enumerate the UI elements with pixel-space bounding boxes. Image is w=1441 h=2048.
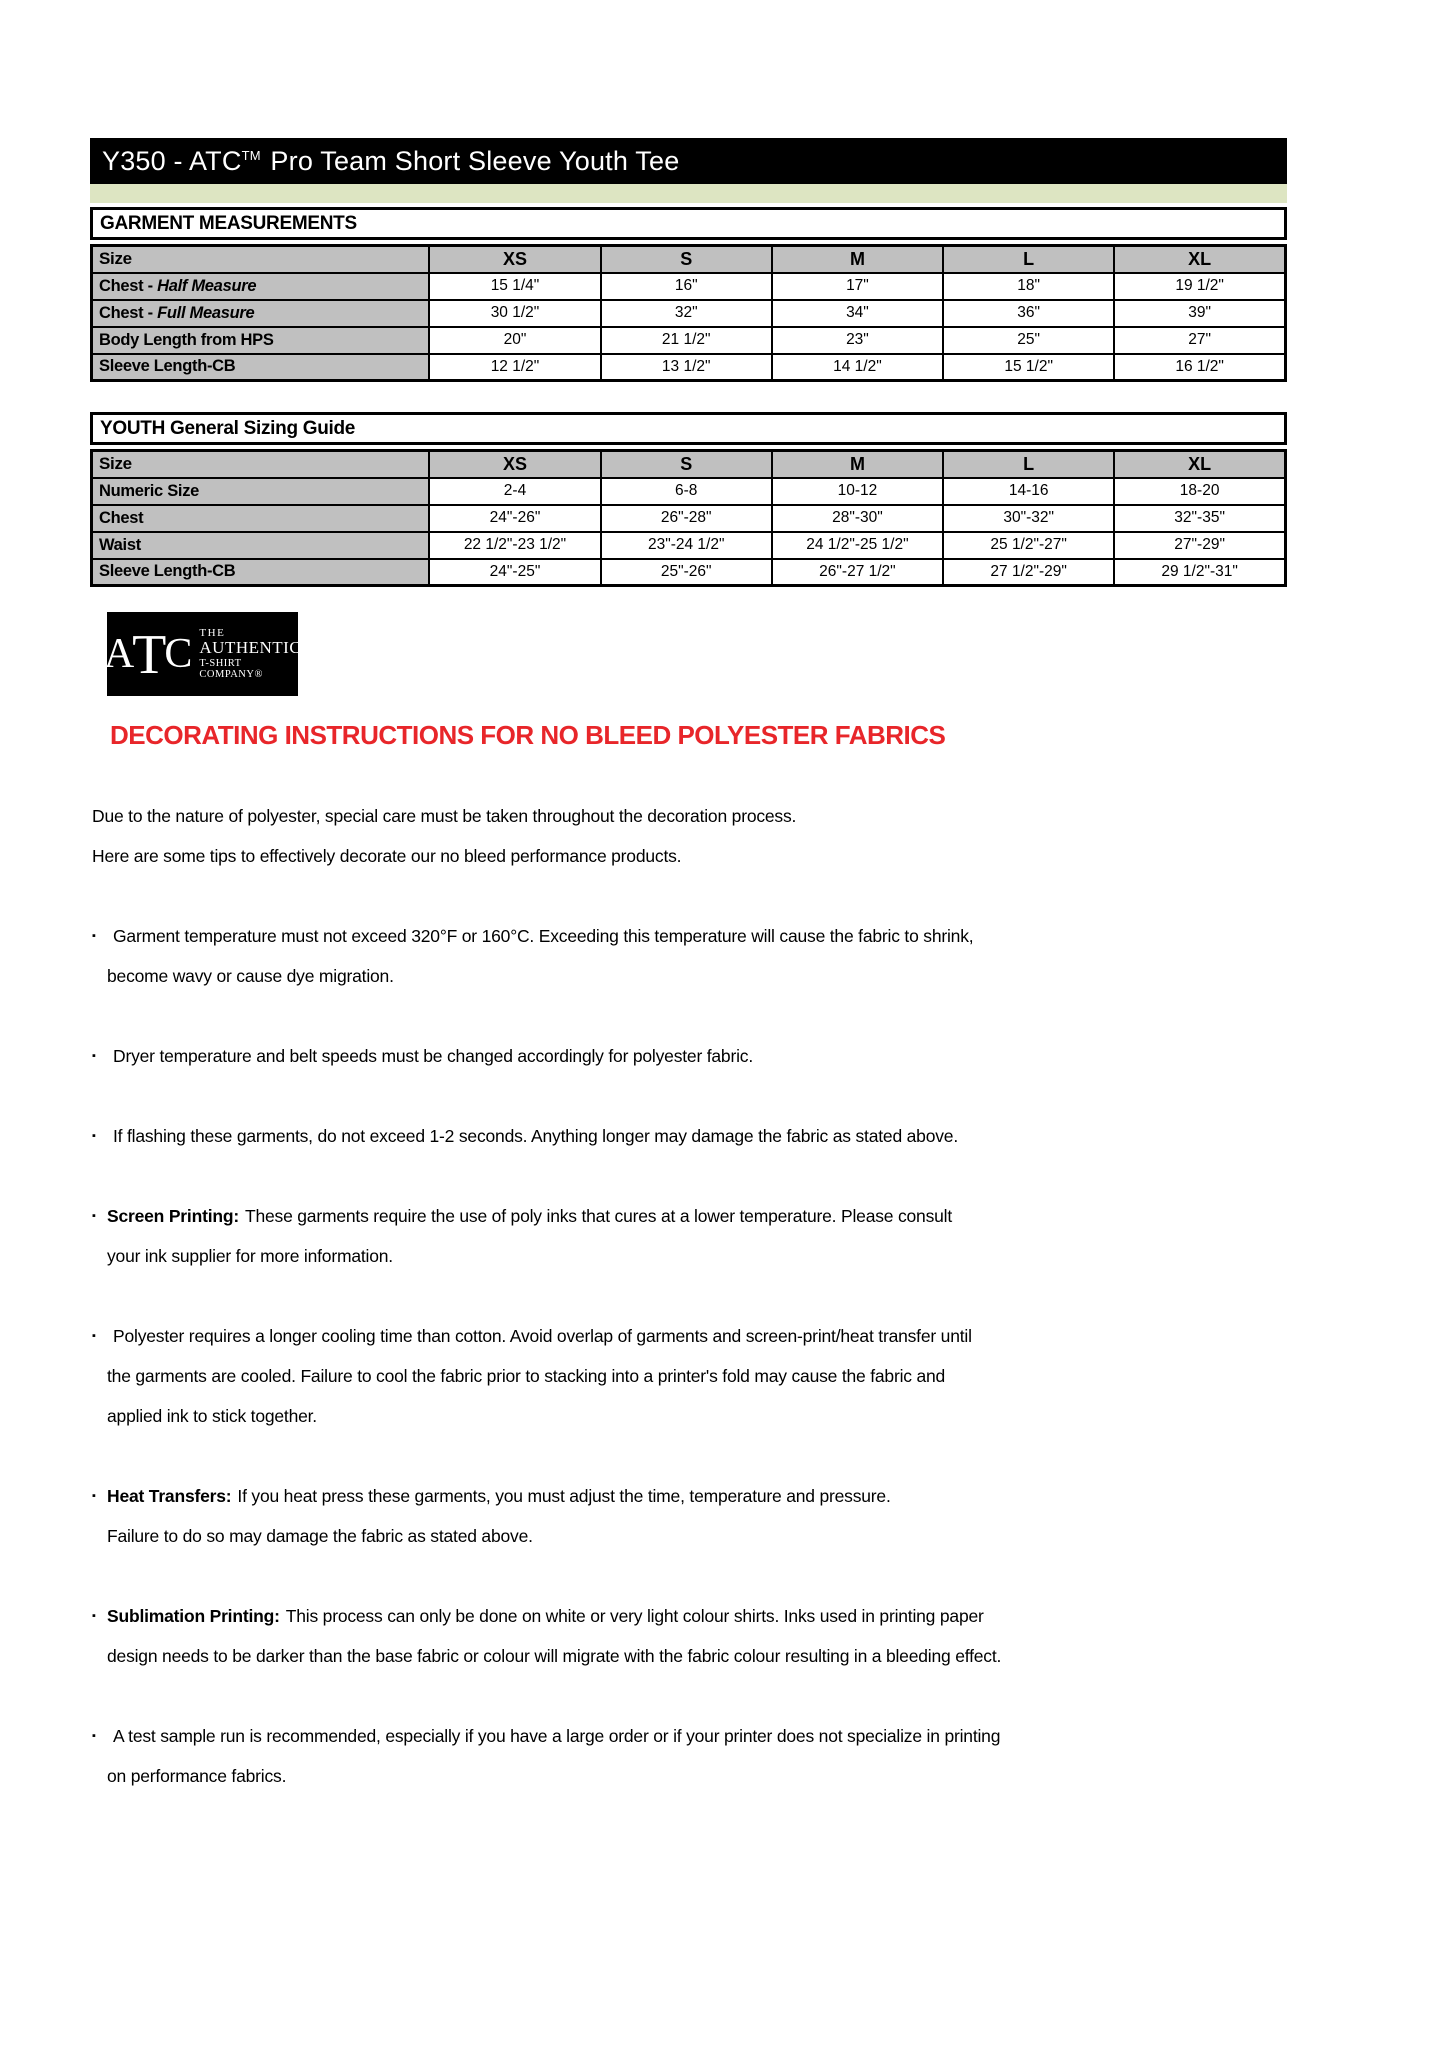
row-label-sleeve-length: Sleeve Length-CB (92, 354, 430, 381)
table-row (92, 505, 1286, 532)
measurement-value: 23" (772, 327, 943, 354)
measurement-value: 26"-27 1/2" (772, 559, 943, 586)
measurement-value: 24"-26" (429, 505, 600, 532)
table-row (92, 478, 1286, 505)
column-header-m: M (772, 246, 943, 273)
bullet-flashing: ▪ If flashing these garments, do not exceed 1-2 seconds. Anything longer may damage the fabric as stated above. (92, 1116, 1350, 1156)
size-label-cell: Size (92, 246, 430, 273)
table-row (92, 532, 1286, 559)
measurement-value: 2-4 (429, 478, 600, 505)
measurement-value: 18-20 (1114, 478, 1285, 505)
row-label-chest-full: Chest - Full Measure (92, 300, 430, 327)
measurement-value: 27"-29" (1114, 532, 1285, 559)
table-header-row (92, 451, 1286, 478)
bullet-test-sample: ▪ A test sample run is recommended, especially if you have a large order or if your printer does not specialize in printing on performance fabrics. (92, 1716, 1350, 1796)
measurement-value: 14 1/2" (772, 354, 943, 381)
measurement-value: 15 1/2" (943, 354, 1114, 381)
decorating-instructions-heading: DECORATING INSTRUCTIONS FOR NO BLEED POLYESTER FABRICS (110, 720, 946, 750)
bullet-icon: ▪ (92, 1610, 96, 1622)
bullet-sublimation-printing: ▪ Sublimation Printing: This process can only be done on white or very light colour shirts. Inks used in printing paper design needs to be darker than the base fabric or colour will migrate with the fabric colour resulting in a bleeding effect. (92, 1596, 1350, 1676)
table-row (92, 327, 1286, 354)
bullet-icon: ▪ (92, 1730, 96, 1742)
measurement-value: 28"-30" (772, 505, 943, 532)
youth-sizing-table (90, 449, 1287, 587)
row-label-sleeve-length: Sleeve Length-CB (92, 559, 430, 586)
measurement-value: 21 1/2" (601, 327, 772, 354)
measurement-value: 19 1/2" (1114, 273, 1285, 300)
intro-line: Here are some tips to effectively decorate our no bleed performance products. (92, 846, 682, 866)
intro-line: Due to the nature of polyester, special care must be taken throughout the decoration process. (92, 806, 797, 826)
measurement-value: 25" (943, 327, 1114, 354)
bullet-icon: ▪ (92, 1050, 96, 1062)
table-row (92, 300, 1286, 327)
measurement-value: 15 1/4" (429, 273, 600, 300)
garment-measurements-table (90, 244, 1287, 382)
measurement-value: 25"-26" (601, 559, 772, 586)
row-label-waist: Waist (92, 532, 430, 559)
column-header-xs: XS (429, 451, 600, 478)
instructions-body (92, 796, 1350, 1836)
size-label-cell: Size (92, 451, 430, 478)
youth-sizing-guide-header: YOUTH General Sizing Guide (90, 412, 1287, 445)
measurement-value: 17" (772, 273, 943, 300)
bullet-icon: ▪ (92, 1330, 96, 1342)
atc-logo-letters: A T C (103, 624, 193, 686)
measurement-value: 14-16 (943, 478, 1114, 505)
row-label-numeric-size: Numeric Size (92, 478, 430, 505)
table-row (92, 559, 1286, 586)
bullet-screen-printing: ▪ Screen Printing: These garments require the use of poly inks that cures at a lower temperature. Please consult your ink supplier for more information. (92, 1196, 1350, 1276)
atc-logo (103, 612, 302, 696)
measurement-value: 16" (601, 273, 772, 300)
measurement-value: 24 1/2"-25 1/2" (772, 532, 943, 559)
accent-band (90, 184, 1287, 203)
page-title: Y350 - ATC™ Pro Team Short Sleeve Youth Tee (102, 145, 680, 176)
measurement-value: 25 1/2"-27" (943, 532, 1114, 559)
measurement-value: 32" (601, 300, 772, 327)
row-label-body-length: Body Length from HPS (92, 327, 430, 354)
atc-logo-wordmark: THE AUTHENTIC T-SHIRT COMPANY® (199, 626, 302, 681)
measurement-value: 10-12 (772, 478, 943, 505)
measurement-value: 34" (772, 300, 943, 327)
column-header-xl: XL (1114, 451, 1285, 478)
bullet-icon: ▪ (92, 1210, 96, 1222)
table-row (92, 273, 1286, 300)
measurement-value: 29 1/2"-31" (1114, 559, 1285, 586)
measurement-value: 13 1/2" (601, 354, 772, 381)
column-header-xs: XS (429, 246, 600, 273)
measurement-value: 27" (1114, 327, 1285, 354)
measurement-value: 20" (429, 327, 600, 354)
measurement-value: 6-8 (601, 478, 772, 505)
bullet-garment-temperature: ▪ Garment temperature must not exceed 320°F or 160°C. Exceeding this temperature will cause the fabric to shrink, become wavy or cause dye migration. (92, 916, 1350, 996)
measurement-value: 12 1/2" (429, 354, 600, 381)
measurement-value: 16 1/2" (1114, 354, 1285, 381)
measurement-value: 32"-35" (1114, 505, 1285, 532)
column-header-s: S (601, 246, 772, 273)
bullet-icon: ▪ (92, 1490, 96, 1502)
measurement-value: 24"-25" (429, 559, 600, 586)
measurement-value: 30"-32" (943, 505, 1114, 532)
bullet-icon: ▪ (92, 930, 96, 942)
row-label-chest-half: Chest - Half Measure (92, 273, 430, 300)
table-row (92, 354, 1286, 381)
measurement-value: 27 1/2"-29" (943, 559, 1114, 586)
bullet-dryer-temperature: ▪ Dryer temperature and belt speeds must be changed accordingly for polyester fabric. (92, 1036, 1350, 1076)
table-header-row (92, 246, 1286, 273)
row-label-chest: Chest (92, 505, 430, 532)
bullet-heat-transfers: ▪ Heat Transfers: If you heat press these garments, you must adjust the time, temperature and pressure. Failure to do so may damage the fabric as stated above. (92, 1476, 1350, 1556)
trademark-symbol: TM (241, 147, 261, 163)
measurement-value: 22 1/2"-23 1/2" (429, 532, 600, 559)
column-header-xl: XL (1114, 246, 1285, 273)
measurement-value: 23"-24 1/2" (601, 532, 772, 559)
measurement-value: 30 1/2" (429, 300, 600, 327)
column-header-m: M (772, 451, 943, 478)
measurement-value: 18" (943, 273, 1114, 300)
column-header-l: L (943, 246, 1114, 273)
measurement-value: 39" (1114, 300, 1285, 327)
column-header-s: S (601, 451, 772, 478)
measurement-value: 26"-28" (601, 505, 772, 532)
bullet-icon: ▪ (92, 1130, 96, 1142)
garment-measurements-header: GARMENT MEASUREMENTS (90, 207, 1287, 240)
measurement-value: 36" (943, 300, 1114, 327)
bullet-polyester-cooling: ▪ Polyester requires a longer cooling time than cotton. Avoid overlap of garments and screen-print/heat transfer until the garments are cooled. Failure to cool the fabric prior to stacking into a printer's fold may cause the fabric and applied ink to stick together. (92, 1316, 1350, 1436)
intro-paragraph (92, 796, 1350, 876)
product-title-bar (90, 138, 1287, 184)
column-header-l: L (943, 451, 1114, 478)
